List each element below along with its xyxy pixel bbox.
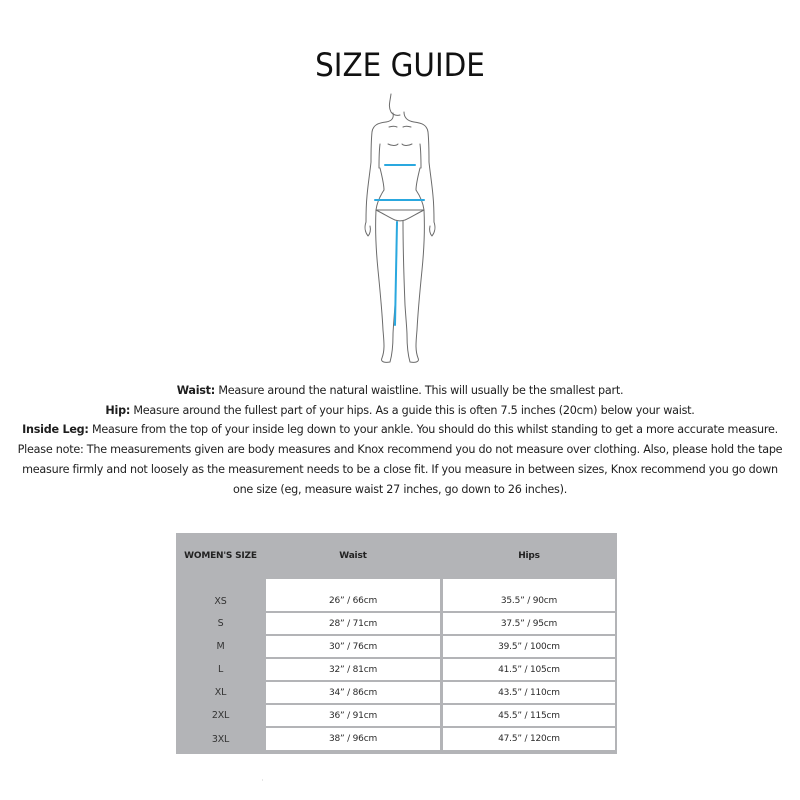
inside-leg-text: Measure from the top of your inside leg down to your ankle. You should do this whilst standing to get a more accurate measure. <box>88 423 778 437</box>
womens-size-table <box>176 533 617 754</box>
female-body-measurement-diagram-icon <box>340 80 460 380</box>
hips-value-s: 37.5” / 95cm <box>443 613 615 634</box>
page-title: SIZE GUIDE <box>315 46 485 85</box>
size-label-2xl: 2XL <box>211 710 230 721</box>
stray-mark <box>262 779 263 781</box>
waist-value-3xl: 38” / 96cm <box>266 728 440 750</box>
note-line-1: Please note: The measurements given are body measures and Knox recommend you do not measure over clothing. Also, please hold the tape <box>17 443 783 457</box>
column-header-waist: Waist <box>339 550 367 561</box>
column-header-size: WOMEN'S SIZE <box>184 550 257 561</box>
hips-value-xs: 35.5” / 90cm <box>443 579 615 611</box>
waist-value-2xl: 36” / 91cm <box>266 705 440 726</box>
waist-value-l: 32” / 81cm <box>266 659 440 680</box>
hips-value-2xl: 45.5” / 115cm <box>443 705 615 726</box>
waist-text: Measure around the natural waistline. This will usually be the smallest part. <box>215 384 624 397</box>
inside-leg-instruction <box>0 420 800 440</box>
hips-value-m: 39.5” / 100cm <box>443 636 615 657</box>
hips-value-l: 41.5” / 105cm <box>443 659 615 680</box>
waist-value-xs: 26” / 66cm <box>266 579 440 611</box>
measurement-instructions <box>0 381 800 499</box>
size-label-m: M <box>216 641 225 652</box>
waist-value-m: 30” / 76cm <box>266 636 440 657</box>
hips-value-xl: 43.5” / 110cm <box>443 682 615 703</box>
column-header-hips: Hips <box>518 550 540 561</box>
size-label-xl: XL <box>214 687 227 698</box>
hip-instruction <box>0 401 800 421</box>
note-line-2: measure firmly and not loosely as the measurement needs to be a close fit. If you measure in between sizes, Knox recommend you go down <box>22 462 778 476</box>
note-line-3: one size (eg, measure waist 27 inches, go down to 26 inches). <box>232 482 568 496</box>
hip-text: Measure around the fullest part of your hips. As a guide this is often 7.5 inches (20cm) below your waist. <box>130 403 695 417</box>
inside-leg-label: Inside Leg: <box>22 423 89 437</box>
waist-instruction <box>0 381 800 401</box>
hips-value-3xl: 47.5” / 120cm <box>443 728 615 750</box>
waist-value-xl: 34” / 86cm <box>266 682 440 703</box>
size-label-l: L <box>217 664 224 675</box>
size-label-s: S <box>217 618 224 629</box>
size-label-xs: XS <box>214 596 227 607</box>
waist-label: Waist: <box>176 384 216 397</box>
waist-value-s: 28” / 71cm <box>266 613 440 634</box>
size-label-3xl: 3XL <box>211 734 230 745</box>
hip-label: Hip: <box>105 403 131 417</box>
